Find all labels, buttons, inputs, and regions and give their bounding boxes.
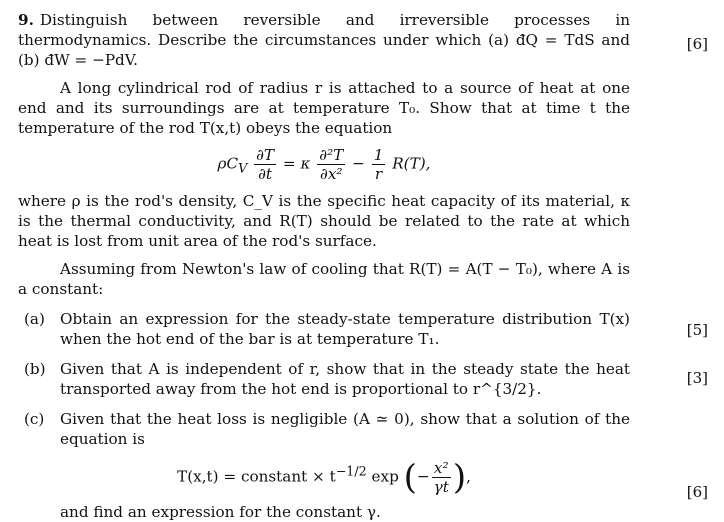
marks-part-c: [6] xyxy=(686,483,708,501)
paragraph-rod: A long cylindrical rod of radius r is attached to a source of heat at one end and its surroundings are at temperature T₀. Show that at time t the temperature of the rod T(x,t) obeys the equation xyxy=(18,79,630,137)
eq-lhs: ρC xyxy=(217,154,239,173)
left-paren: ( xyxy=(403,457,417,498)
closing-line: and find an expression for the constant γ. xyxy=(60,503,381,521)
question-number: 9. xyxy=(18,11,34,29)
part-b xyxy=(18,359,630,399)
eq-equals-kappa: = κ xyxy=(282,154,311,173)
part-b-label: (b) xyxy=(24,360,46,378)
x2-numerator: x² xyxy=(432,459,451,478)
gamma-t-denominator: γt xyxy=(433,478,449,496)
part-c-text: Given that the heat loss is negligible (A ≃ 0), show that a solution of the equation is xyxy=(60,410,630,448)
dx2-denominator: ∂x² xyxy=(320,165,343,183)
sol-minus: − xyxy=(416,467,430,486)
dT-dt-numerator: ∂T xyxy=(256,146,275,164)
question-9 xyxy=(18,10,630,522)
sol-lhs: T(x,t) = constant × t xyxy=(177,467,336,486)
dT-dt-fraction xyxy=(254,146,276,183)
paragraph-newton: Assuming from Newton's law of cooling that R(T) = A(T − T₀), where A is a constant: xyxy=(18,260,630,298)
solution-equation xyxy=(18,459,630,496)
one-over-r-fraction xyxy=(372,146,386,183)
question-intro xyxy=(18,10,630,70)
d2T-dx2-fraction xyxy=(317,146,345,183)
heat-equation xyxy=(18,146,630,183)
one-numerator: 1 xyxy=(373,146,384,164)
eq-lhs-sub: V xyxy=(238,160,248,176)
marks-column xyxy=(648,0,708,522)
eq-tail: R(T), xyxy=(392,154,431,173)
dT-dt-denominator: ∂t xyxy=(258,165,273,183)
part-c xyxy=(18,409,630,449)
paragraph-definitions: where ρ is the rod's density, C_V is the specific heat capacity of its material, κ is the thermal conductivity, and R(T) should be related to the rate at which heat is lost from unit area of the rod's surface. xyxy=(18,192,630,250)
part-a xyxy=(18,309,630,349)
part-c-label: (c) xyxy=(24,410,45,428)
marks-intro: [6] xyxy=(686,35,708,53)
marks-part-a: [5] xyxy=(686,321,708,339)
part-b-text: Given that A is independent of r, show that in the steady state the heat transported away from the hot end is proportional to r^{3/2}. xyxy=(60,360,630,398)
intro-text: Distinguish between reversible and irreversible processes in thermodynamics. Describe the circumstances under which (a) đQ = TdS and (b) đW = −PdV. xyxy=(18,11,630,69)
sol-tail: , xyxy=(466,467,471,486)
sol-exp: exp xyxy=(371,467,399,486)
sol-power: −1/2 xyxy=(335,463,367,479)
r-denominator: r xyxy=(374,165,383,183)
part-a-text: Obtain an expression for the steady-state temperature distribution T(x) when the hot end of the bar is at temperature T₁. xyxy=(60,310,630,348)
x2-over-gamma-t xyxy=(432,459,451,496)
right-paren: ) xyxy=(452,457,467,498)
part-a-label: (a) xyxy=(24,310,45,328)
eq-minus: − xyxy=(352,154,365,173)
marks-part-b: [3] xyxy=(686,369,708,387)
d2T-numerator: ∂²T xyxy=(319,146,344,164)
